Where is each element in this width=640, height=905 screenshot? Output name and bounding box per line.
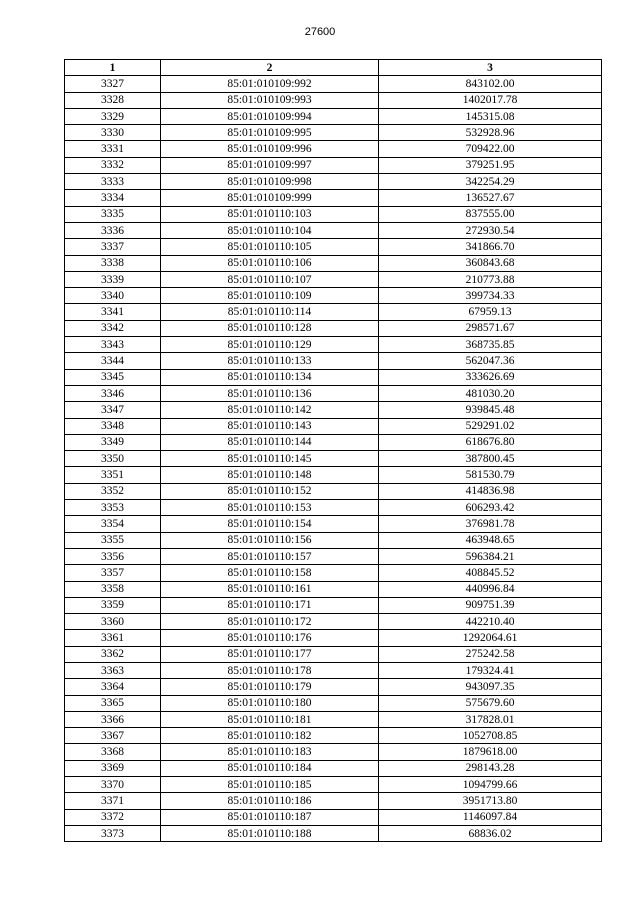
cell-row-number: 3352	[65, 483, 161, 499]
table-row	[65, 500, 602, 516]
cell-cadastral-id: 85:01:010110:145	[161, 451, 379, 467]
table-row	[65, 92, 602, 108]
cell-row-number: 3338	[65, 255, 161, 271]
cell-cadastral-id: 85:01:010110:157	[161, 548, 379, 564]
table-row	[65, 532, 602, 548]
cell-cadastral-id: 85:01:010110:134	[161, 369, 379, 385]
cell-value: 298571.67	[379, 320, 602, 336]
table-row	[65, 630, 602, 646]
cell-value: 272930.54	[379, 222, 602, 238]
cell-row-number: 3357	[65, 565, 161, 581]
cell-value: 529291.02	[379, 418, 602, 434]
cell-cadastral-id: 85:01:010110:161	[161, 581, 379, 597]
cell-cadastral-id: 85:01:010110:107	[161, 271, 379, 287]
cell-cadastral-id: 85:01:010110:129	[161, 337, 379, 353]
cell-row-number: 3358	[65, 581, 161, 597]
cell-cadastral-id: 85:01:010110:171	[161, 597, 379, 613]
cell-value: 442210.40	[379, 614, 602, 630]
table-row	[65, 402, 602, 418]
table-row	[65, 679, 602, 695]
cell-row-number: 3363	[65, 662, 161, 678]
table-row	[65, 614, 602, 630]
cell-row-number: 3329	[65, 108, 161, 124]
cell-cadastral-id: 85:01:010110:133	[161, 353, 379, 369]
cell-cadastral-id: 85:01:010110:185	[161, 777, 379, 793]
cell-value: 596384.21	[379, 548, 602, 564]
cell-cadastral-id: 85:01:010110:187	[161, 809, 379, 825]
cell-value: 843102.00	[379, 76, 602, 92]
cell-row-number: 3350	[65, 451, 161, 467]
cell-row-number: 3334	[65, 190, 161, 206]
cell-cadastral-id: 85:01:010110:158	[161, 565, 379, 581]
cell-row-number: 3348	[65, 418, 161, 434]
cell-value: 1094799.66	[379, 777, 602, 793]
cell-row-number: 3341	[65, 304, 161, 320]
table-row	[65, 451, 602, 467]
table-row	[65, 320, 602, 336]
cell-row-number: 3354	[65, 516, 161, 532]
table-row	[65, 434, 602, 450]
cell-value: 179324.41	[379, 662, 602, 678]
cell-value: 368735.85	[379, 337, 602, 353]
cell-value: 463948.65	[379, 532, 602, 548]
cell-cadastral-id: 85:01:010110:142	[161, 402, 379, 418]
cell-value: 1402017.78	[379, 92, 602, 108]
cell-row-number: 3335	[65, 206, 161, 222]
cell-value: 342254.29	[379, 174, 602, 190]
cell-value: 379251.95	[379, 157, 602, 173]
table-row	[65, 793, 602, 809]
cell-value: 408845.52	[379, 565, 602, 581]
cell-row-number: 3366	[65, 711, 161, 727]
table-row	[65, 548, 602, 564]
cell-value: 298143.28	[379, 760, 602, 776]
cell-value: 1879618.00	[379, 744, 602, 760]
table-row	[65, 174, 602, 190]
table-body	[65, 76, 602, 842]
cell-cadastral-id: 85:01:010110:176	[161, 630, 379, 646]
table-row	[65, 76, 602, 92]
cell-row-number: 3344	[65, 353, 161, 369]
table-row	[65, 565, 602, 581]
table-row	[65, 108, 602, 124]
cell-row-number: 3347	[65, 402, 161, 418]
table-row	[65, 239, 602, 255]
cell-cadastral-id: 85:01:010110:152	[161, 483, 379, 499]
cell-value: 3951713.80	[379, 793, 602, 809]
cell-row-number: 3327	[65, 76, 161, 92]
cell-cadastral-id: 85:01:010109:996	[161, 141, 379, 157]
cell-cadastral-id: 85:01:010109:993	[161, 92, 379, 108]
column-header-number: 1	[65, 60, 161, 76]
cell-row-number: 3368	[65, 744, 161, 760]
cell-cadastral-id: 85:01:010110:105	[161, 239, 379, 255]
cadastral-value-table	[64, 59, 602, 842]
table-row	[65, 662, 602, 678]
cell-value: 333626.69	[379, 369, 602, 385]
cell-value: 341866.70	[379, 239, 602, 255]
cell-row-number: 3356	[65, 548, 161, 564]
cell-value: 1146097.84	[379, 809, 602, 825]
cell-value: 481030.20	[379, 385, 602, 401]
cell-row-number: 3351	[65, 467, 161, 483]
table-row	[65, 825, 602, 841]
cell-row-number: 3340	[65, 288, 161, 304]
cell-value: 414836.98	[379, 483, 602, 499]
cell-value: 709422.00	[379, 141, 602, 157]
cell-cadastral-id: 85:01:010110:136	[161, 385, 379, 401]
cell-value: 360843.68	[379, 255, 602, 271]
table-row	[65, 760, 602, 776]
cell-cadastral-id: 85:01:010110:186	[161, 793, 379, 809]
cell-cadastral-id: 85:01:010110:182	[161, 728, 379, 744]
table-row	[65, 646, 602, 662]
cell-value: 387800.45	[379, 451, 602, 467]
cell-row-number: 3359	[65, 597, 161, 613]
table-row	[65, 271, 602, 287]
table-row	[65, 304, 602, 320]
cell-cadastral-id: 85:01:010110:188	[161, 825, 379, 841]
cell-cadastral-id: 85:01:010110:178	[161, 662, 379, 678]
cell-cadastral-id: 85:01:010109:995	[161, 125, 379, 141]
table-row	[65, 711, 602, 727]
column-header-value: 3	[379, 60, 602, 76]
cell-value: 562047.36	[379, 353, 602, 369]
table-row	[65, 467, 602, 483]
table-row	[65, 385, 602, 401]
cell-cadastral-id: 85:01:010110:183	[161, 744, 379, 760]
cell-cadastral-id: 85:01:010110:103	[161, 206, 379, 222]
cell-row-number: 3362	[65, 646, 161, 662]
cell-value: 575679.60	[379, 695, 602, 711]
cell-row-number: 3331	[65, 141, 161, 157]
table-row	[65, 695, 602, 711]
cell-cadastral-id: 85:01:010109:998	[161, 174, 379, 190]
cell-cadastral-id: 85:01:010110:128	[161, 320, 379, 336]
cell-row-number: 3369	[65, 760, 161, 776]
table-row	[65, 369, 602, 385]
table-row	[65, 777, 602, 793]
cell-row-number: 3365	[65, 695, 161, 711]
cell-row-number: 3342	[65, 320, 161, 336]
cell-value: 145315.08	[379, 108, 602, 124]
cell-cadastral-id: 85:01:010109:999	[161, 190, 379, 206]
cell-row-number: 3353	[65, 500, 161, 516]
table-row	[65, 483, 602, 499]
cell-cadastral-id: 85:01:010110:153	[161, 500, 379, 516]
cell-value: 136527.67	[379, 190, 602, 206]
cell-row-number: 3373	[65, 825, 161, 841]
cell-row-number: 3336	[65, 222, 161, 238]
cell-value: 317828.01	[379, 711, 602, 727]
cell-value: 606293.42	[379, 500, 602, 516]
cell-value: 939845.48	[379, 402, 602, 418]
cell-value: 275242.58	[379, 646, 602, 662]
cell-value: 1292064.61	[379, 630, 602, 646]
cell-value: 943097.35	[379, 679, 602, 695]
cell-row-number: 3332	[65, 157, 161, 173]
table-row	[65, 418, 602, 434]
cell-value: 532928.96	[379, 125, 602, 141]
table-row	[65, 222, 602, 238]
cell-row-number: 3328	[65, 92, 161, 108]
table-row	[65, 141, 602, 157]
cell-row-number: 3345	[65, 369, 161, 385]
cell-cadastral-id: 85:01:010110:106	[161, 255, 379, 271]
cell-value: 210773.88	[379, 271, 602, 287]
cell-cadastral-id: 85:01:010110:143	[161, 418, 379, 434]
cell-value: 440996.84	[379, 581, 602, 597]
cell-cadastral-id: 85:01:010109:994	[161, 108, 379, 124]
cell-cadastral-id: 85:01:010110:148	[161, 467, 379, 483]
table-row	[65, 206, 602, 222]
cell-cadastral-id: 85:01:010110:184	[161, 760, 379, 776]
cell-cadastral-id: 85:01:010109:992	[161, 76, 379, 92]
table-row	[65, 157, 602, 173]
cell-cadastral-id: 85:01:010110:179	[161, 679, 379, 695]
cell-cadastral-id: 85:01:010110:177	[161, 646, 379, 662]
table-row	[65, 516, 602, 532]
table-header	[65, 60, 602, 76]
cell-row-number: 3349	[65, 434, 161, 450]
cell-row-number: 3372	[65, 809, 161, 825]
cell-value: 581530.79	[379, 467, 602, 483]
cell-value: 618676.80	[379, 434, 602, 450]
cell-value: 837555.00	[379, 206, 602, 222]
cell-cadastral-id: 85:01:010110:180	[161, 695, 379, 711]
table-row	[65, 288, 602, 304]
cell-value: 376981.78	[379, 516, 602, 532]
table-row	[65, 125, 602, 141]
cell-cadastral-id: 85:01:010110:154	[161, 516, 379, 532]
cell-row-number: 3360	[65, 614, 161, 630]
table-row	[65, 337, 602, 353]
table-row	[65, 597, 602, 613]
cell-cadastral-id: 85:01:010110:156	[161, 532, 379, 548]
cell-row-number: 3367	[65, 728, 161, 744]
cell-cadastral-id: 85:01:010110:181	[161, 711, 379, 727]
cell-row-number: 3333	[65, 174, 161, 190]
header-row	[65, 60, 602, 76]
cell-row-number: 3339	[65, 271, 161, 287]
cell-row-number: 3330	[65, 125, 161, 141]
cell-row-number: 3364	[65, 679, 161, 695]
cell-value: 909751.39	[379, 597, 602, 613]
cell-cadastral-id: 85:01:010110:104	[161, 222, 379, 238]
cell-value: 68836.02	[379, 825, 602, 841]
cell-value: 1052708.85	[379, 728, 602, 744]
table-row	[65, 255, 602, 271]
cell-cadastral-id: 85:01:010110:114	[161, 304, 379, 320]
table-row	[65, 353, 602, 369]
column-header-cadastral-id: 2	[161, 60, 379, 76]
cell-cadastral-id: 85:01:010110:172	[161, 614, 379, 630]
cell-value: 67959.13	[379, 304, 602, 320]
cell-row-number: 3361	[65, 630, 161, 646]
table-row	[65, 744, 602, 760]
cell-cadastral-id: 85:01:010109:997	[161, 157, 379, 173]
table-row	[65, 728, 602, 744]
cell-row-number: 3337	[65, 239, 161, 255]
cell-value: 399734.33	[379, 288, 602, 304]
cell-row-number: 3371	[65, 793, 161, 809]
table-row	[65, 809, 602, 825]
table-row	[65, 581, 602, 597]
cell-row-number: 3343	[65, 337, 161, 353]
cell-row-number: 3370	[65, 777, 161, 793]
table-row	[65, 190, 602, 206]
page-number: 27600	[304, 26, 336, 38]
cell-cadastral-id: 85:01:010110:144	[161, 434, 379, 450]
cell-cadastral-id: 85:01:010110:109	[161, 288, 379, 304]
cell-row-number: 3346	[65, 385, 161, 401]
cell-row-number: 3355	[65, 532, 161, 548]
